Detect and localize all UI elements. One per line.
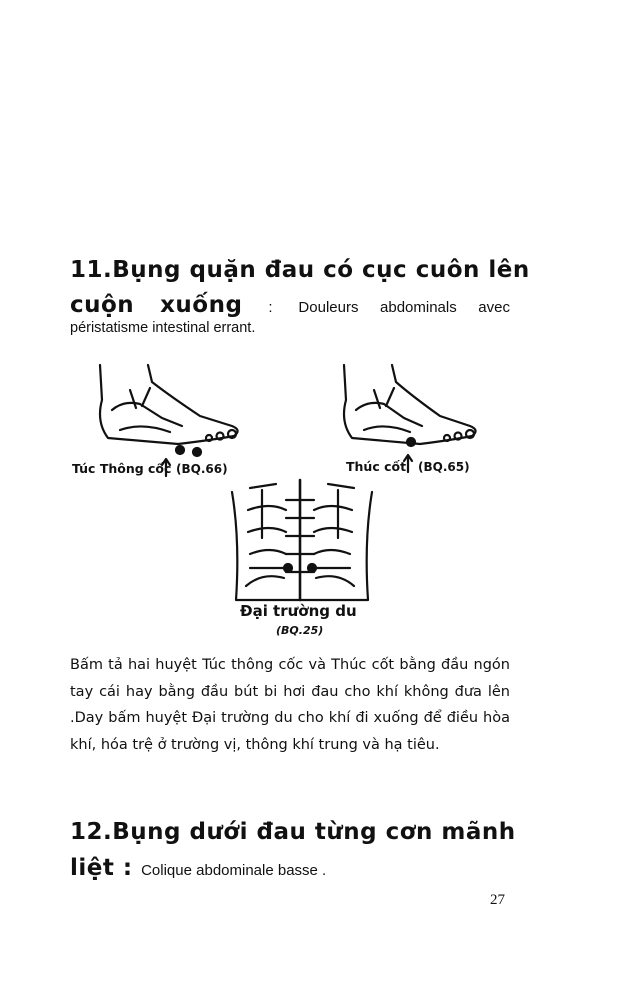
label-tuc-thong-coc: Túc Thông cốc (72, 461, 172, 476)
acupoint-figure (0, 360, 638, 650)
left-foot-illustration (100, 365, 238, 456)
section-12-title-line1: 12.Bụng dưới đau từng cơn mãnh (70, 819, 516, 845)
section-11-heading (70, 253, 530, 323)
code-bq65: (BQ.65) (418, 460, 470, 474)
spine-illustration (232, 480, 372, 600)
section-12-french-title: Colique abdominale basse . (141, 862, 327, 879)
section-11-french-line: péristatisme intestinal errant. (70, 320, 256, 336)
label-dai-truong-du: Đại trường du (240, 602, 357, 620)
instruction-paragraph: Bấm tả hai huyệt Túc thông cốc và Thúc cốt bằng đầu ngón tay cái hay bằng đầu bút bi hơi đau cho khí không đưa lên .Day bấm huyệt Đại trường du cho khí đi xuống để điều hòa khí, hóa trệ ở trường vị, thông khí trung và hạ tiêu. (70, 657, 510, 753)
code-bq66: (BQ.66) (176, 462, 228, 476)
section-11-title-line1: 11.Bụng quặn đau có cục cuôn lên (70, 257, 530, 283)
section-12-title-line2 (70, 851, 510, 885)
page-number: 27 (490, 892, 505, 908)
section-11-title-line2 (70, 287, 510, 323)
code-bq25: (BQ.25) (276, 624, 324, 637)
section-12-title-bold: liệt : (70, 855, 133, 881)
right-foot-illustration (344, 365, 476, 446)
section-12-heading (70, 813, 516, 885)
section-11-title-bold: cuộn xuống (70, 292, 243, 318)
section-11-french-title: Douleurs abdominals avec (298, 299, 510, 316)
section-11-colon: : (268, 299, 273, 316)
label-thuc-cot: Thúc cốt (346, 459, 407, 474)
